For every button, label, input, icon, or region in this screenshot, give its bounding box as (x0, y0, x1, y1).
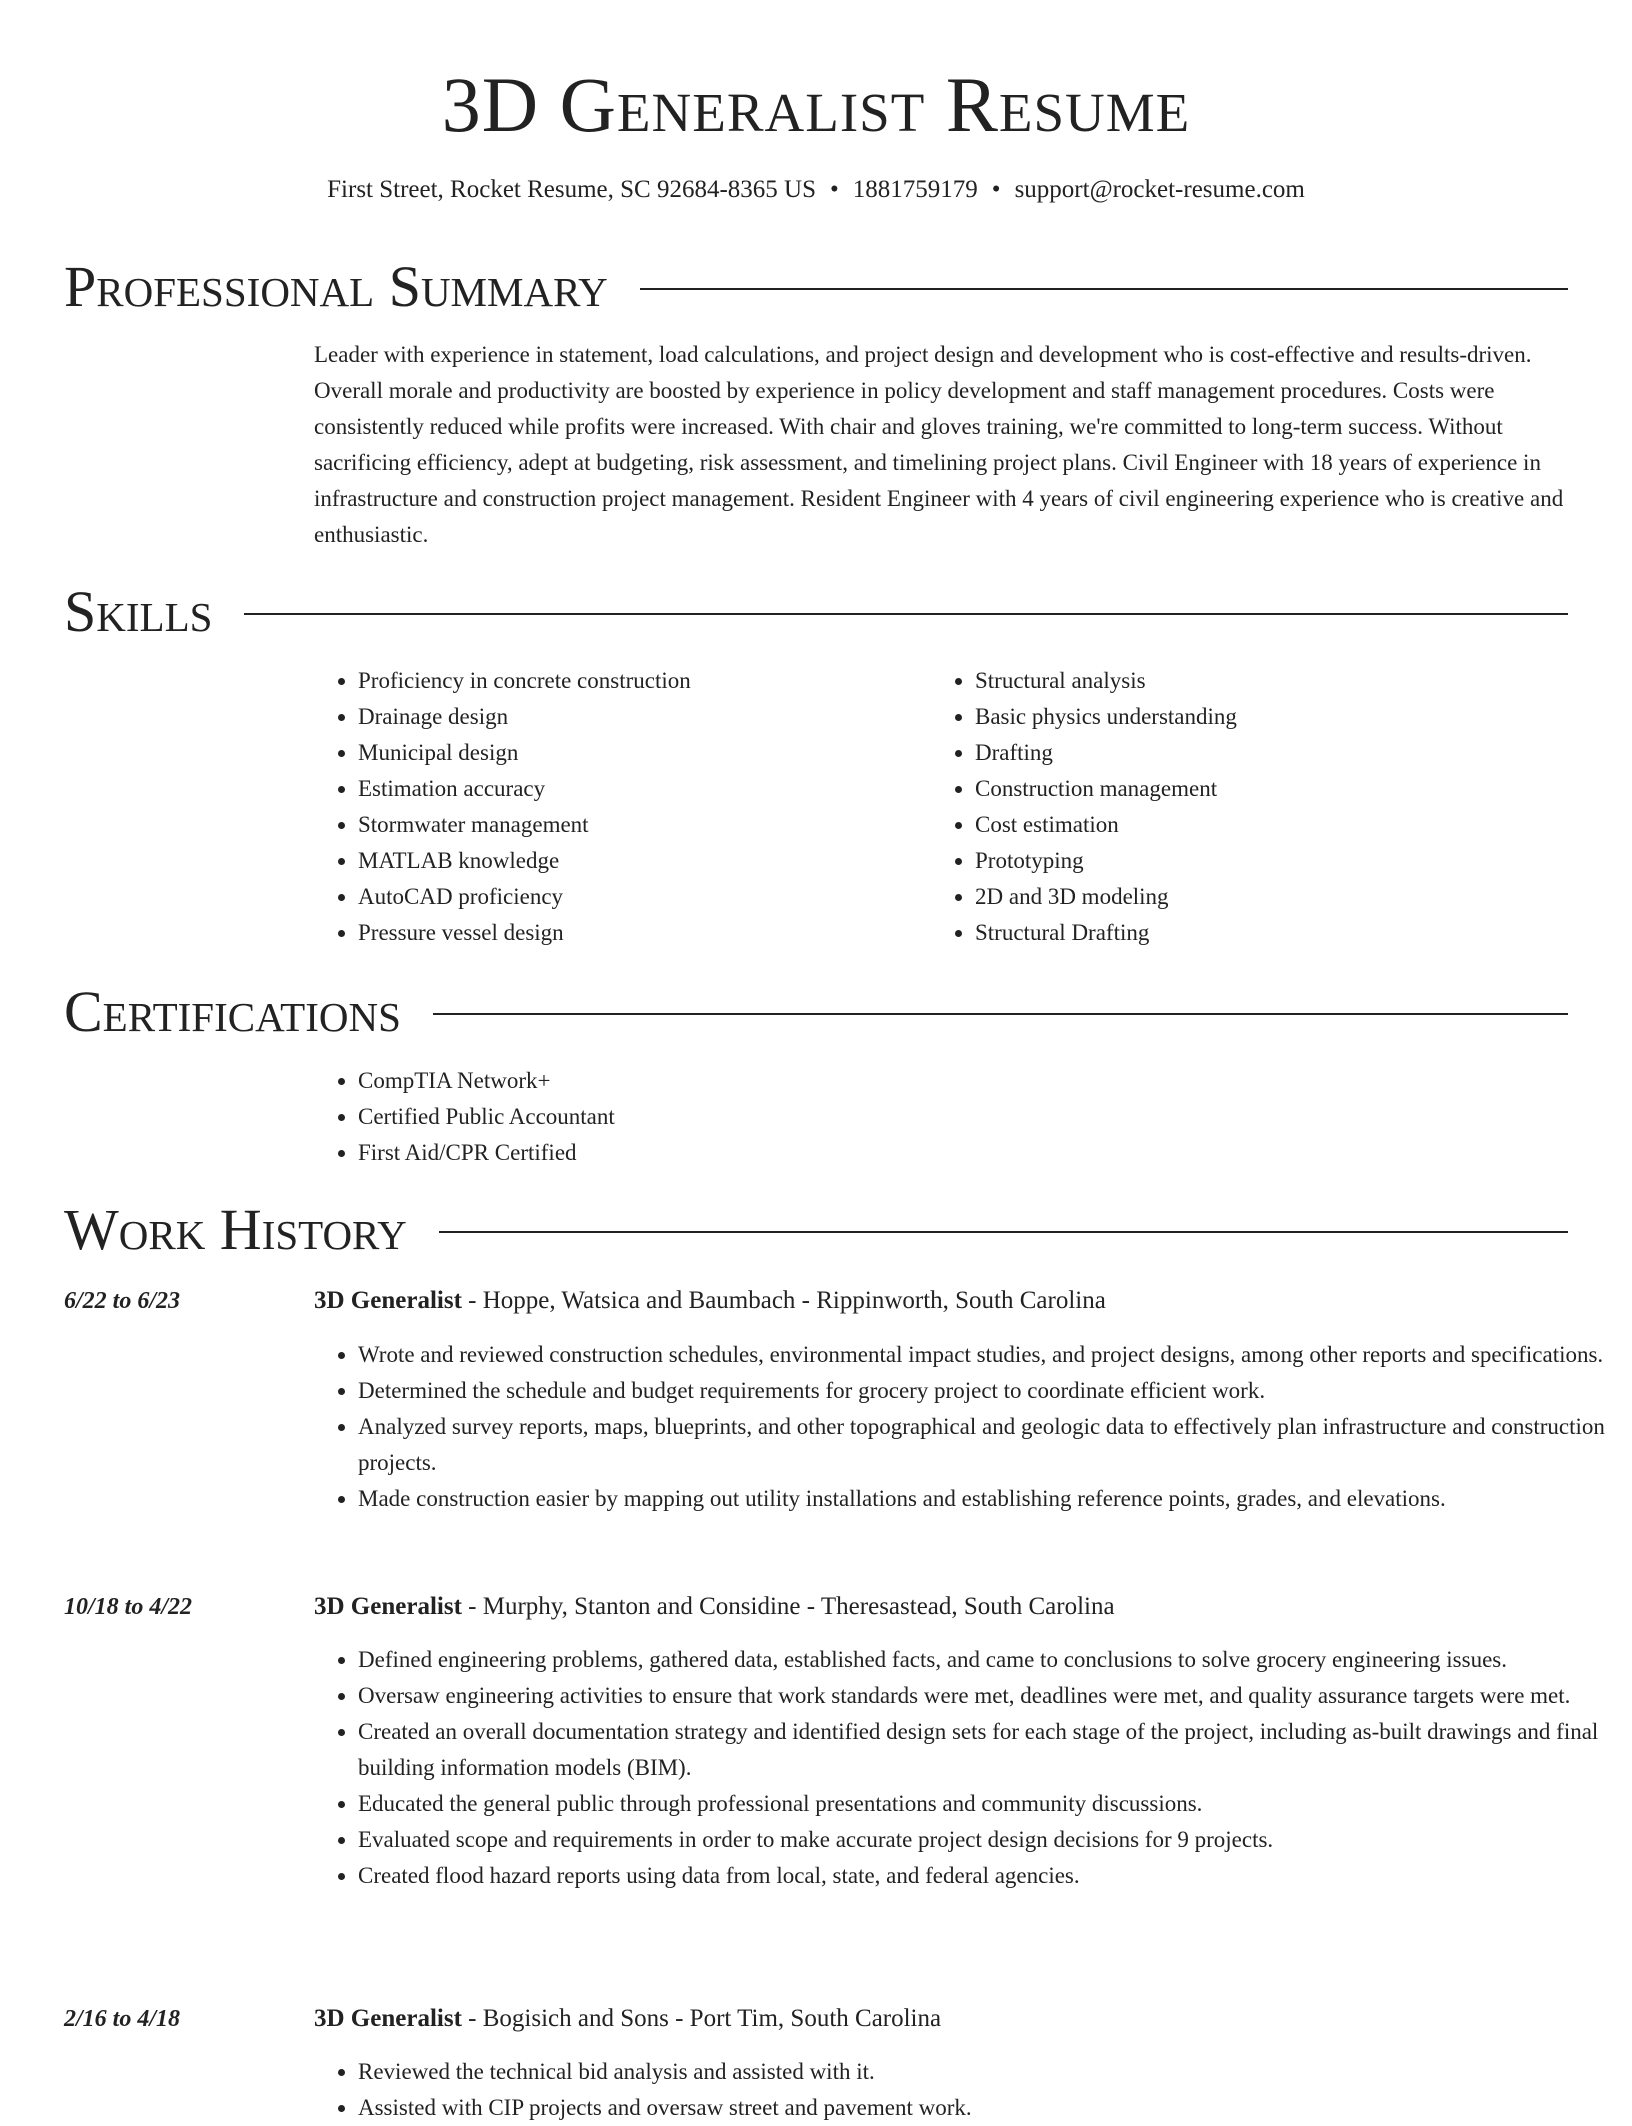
skill-item: • Municipal design (358, 735, 691, 771)
certifications-section-header (64, 980, 1568, 1044)
skill-item: • Basic physics understanding (975, 699, 1237, 735)
skill-item: • Structural Drafting (975, 915, 1237, 951)
job-duty: • Created flood hazard reports using data from local, state, and federal agencies. (358, 1858, 1614, 1894)
job-heading (314, 1589, 1115, 1625)
job-duty: • Analyzed survey reports, maps, blueprints, and other topographical and geologic data to effectively plan infrastructure and construction projects. (358, 1409, 1614, 1481)
skill-item: • AutoCAD proficiency (358, 879, 691, 915)
contact-address: First Street, Rocket Resume, SC 92684-8365 US (327, 176, 817, 203)
contact-separator: • (830, 176, 839, 203)
section-divider (433, 1013, 1568, 1015)
skill-item: • Estimation accuracy (358, 771, 691, 807)
certification-item: • Certified Public Accountant (358, 1099, 615, 1135)
job-employer: - Murphy, Stanton and Considine - Theresastead, South Carolina (461, 1593, 1115, 1620)
skill-item: • Cost estimation (975, 807, 1237, 843)
job-employer: - Hoppe, Watsica and Baumbach - Rippinworth, South Carolina (461, 1287, 1106, 1314)
job-employer: - Bogisich and Sons - Port Tim, South Carolina (461, 2005, 942, 2032)
skill-item: • Drafting (975, 735, 1237, 771)
job-duty: • Determined the schedule and budget requirements for grocery project to coordinate efficient work. (358, 1373, 1614, 1409)
certification-item: • CompTIA Network+ (358, 1063, 615, 1099)
certification-item: • First Aid/CPR Certified (358, 1135, 615, 1171)
job-duties-list (314, 2054, 1614, 2126)
job-duty: • Evaluated scope and requirements in order to make accurate project design decisions for 9 projects. (358, 1822, 1614, 1858)
summary-heading: Professional Summary (64, 254, 608, 319)
skills-list-right (931, 663, 1237, 951)
skill-item: • Construction management (975, 771, 1237, 807)
job-duty: • Created an overall documentation strategy and identified design sets for each stage of the project, including as-built drawings and final building information models (BIM). (358, 1714, 1614, 1786)
job-role: 3D Generalist (314, 1593, 462, 1620)
contact-line (0, 174, 1632, 206)
section-divider (439, 1231, 1568, 1233)
summary-section-header (64, 255, 1568, 319)
job-dates: 2/16 to 4/18 (64, 2006, 181, 2032)
skill-item: • Stormwater management (358, 807, 691, 843)
contact-separator: • (991, 176, 1001, 203)
contact-email: support@rocket-resume.com (1014, 176, 1305, 203)
summary-text: Leader with experience in statement, load calculations, and project design and development who is cost-effective and results-driven. Overall morale and productivity are boosted by experience in policy development and staff management procedures. Costs were consistently reduced while profits were increased. With chair and gloves training, we're committed to long-term success. Without sacrificing efficiency, adept at budgeting, risk assessment, and timelining project plans. Civil Engineer with 18 years of experience in infrastructure and construction project management. Resident Engineer with 4 years of civil engineering experience who is creative and enthusiastic. (314, 342, 1564, 547)
skills-heading: Skills (64, 579, 213, 644)
resume-title: 3D Generalist Resume (441, 61, 1191, 148)
job-heading (314, 2001, 941, 2037)
contact-phone: 1881759179 (852, 176, 978, 203)
skill-item: • Drainage design (358, 699, 691, 735)
skill-item: • MATLAB knowledge (358, 843, 691, 879)
job-duty: • Defined engineering problems, gathered data, established facts, and came to conclusions to solve grocery engineering issues. (358, 1642, 1614, 1678)
job-role: 3D Generalist (314, 2005, 462, 2032)
skill-item: • Pressure vessel design (358, 915, 691, 951)
certifications-heading: Certifications (64, 979, 401, 1044)
section-divider (640, 288, 1568, 290)
job-heading (314, 1283, 1106, 1319)
job-duties-list (314, 1642, 1614, 1894)
skill-item: • Proficiency in concrete construction (358, 663, 691, 699)
job-duty: • Educated the general public through professional presentations and community discussions. (358, 1786, 1614, 1822)
job-duty: • Reviewed the technical bid analysis and assisted with it. (358, 2054, 1614, 2090)
job-duty: • Made construction easier by mapping out utility installations and establishing reference points, grades, and elevations. (358, 1481, 1614, 1517)
work-section-header (64, 1198, 1568, 1262)
skill-item: • Prototyping (975, 843, 1237, 879)
skill-item: • Structural analysis (975, 663, 1237, 699)
job-duty: • Assisted with CIP projects and oversaw street and pavement work. (358, 2090, 1614, 2126)
certifications-list (314, 1063, 615, 1171)
job-dates: 6/22 to 6/23 (64, 1288, 181, 1314)
section-divider (244, 613, 1568, 615)
job-duties-list (314, 1337, 1614, 1517)
work-heading: Work History (64, 1197, 407, 1262)
job-duty: • Oversaw engineering activities to ensure that work standards were met, deadlines were met, and quality assurance targets were met. (358, 1678, 1614, 1714)
skills-list-left (314, 663, 691, 951)
job-duty: • Wrote and reviewed construction schedules, environmental impact studies, and project designs, among other reports and specifications. (358, 1337, 1614, 1373)
skill-item: • 2D and 3D modeling (975, 879, 1237, 915)
job-dates: 10/18 to 4/22 (64, 1594, 193, 1620)
job-role: 3D Generalist (314, 1287, 462, 1314)
skills-section-header (64, 580, 1568, 644)
